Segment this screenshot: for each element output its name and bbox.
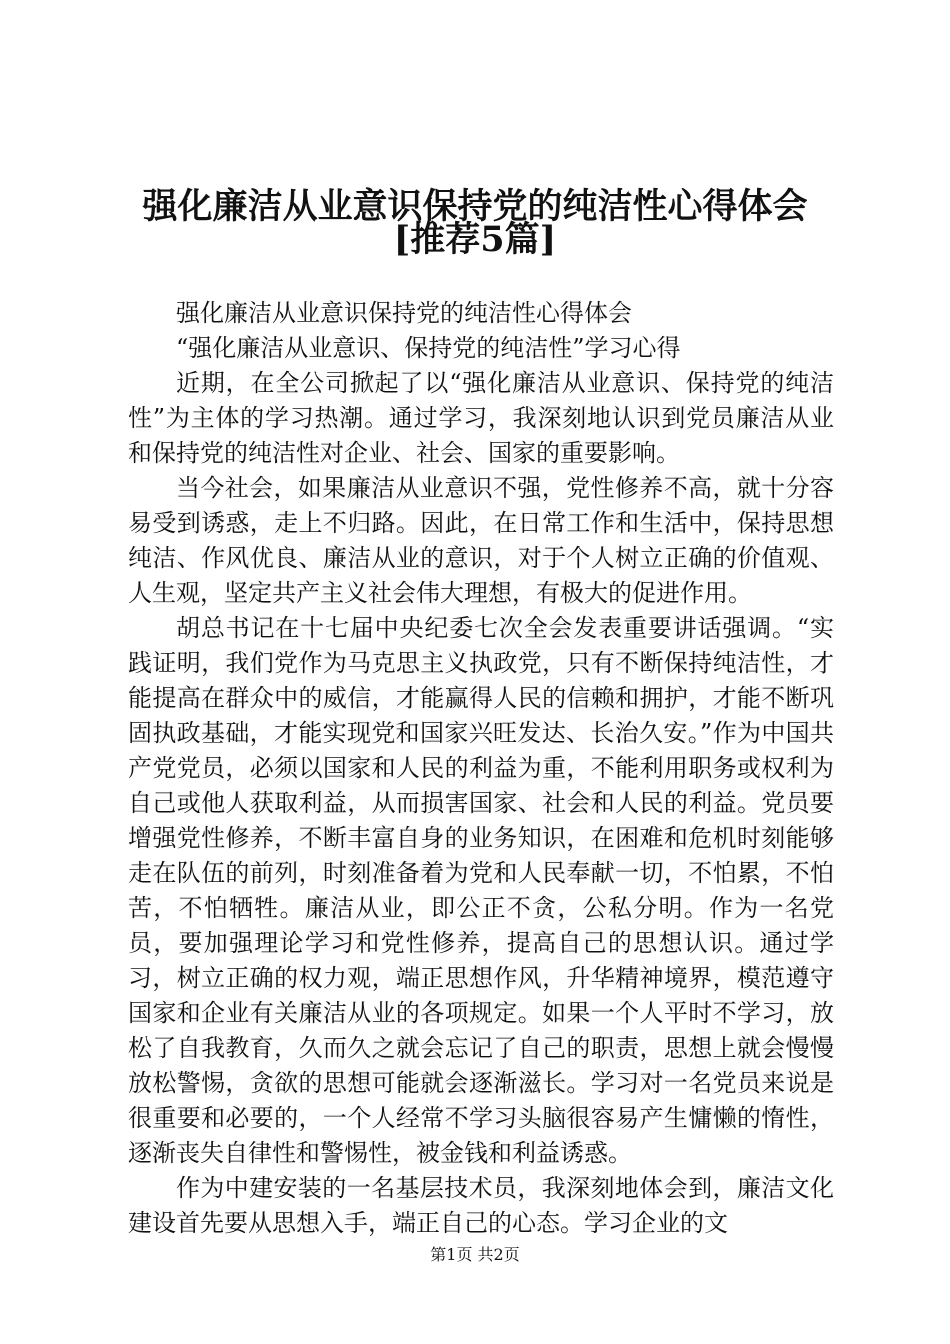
document-title: 强化廉洁从业意识保持党的纯洁性心得体会	[142, 186, 808, 227]
document-body	[128, 296, 834, 1241]
paragraph: 当今社会，如果廉洁从业意识不强，党性修养不高，就十分容易受到诱惑，走上不归路。因此，在日常工作和生活中，保持思想纯洁、作风优良、廉洁从业的意识，对于个人树立正确的价值观、人生观，坚定共产主义社会伟大理想，有极大的促进作用。	[128, 474, 834, 607]
page-number-footer: 第1页 共2页	[430, 1245, 520, 1264]
paragraph-heading: 强化廉洁从业意识保持党的纯洁性心得体会	[176, 299, 632, 327]
paragraph: 胡总书记在十七届中央纪委七次全会发表重要讲话强调。“实践证明，我们党作为马克思主义执政党，只有不断保持纯洁性，才能提高在群众中的威信，才能赢得人民的信赖和拥护，才能不断巩固执政基础，才能实现党和国家兴旺发达、长治久安。”作为中国共产党党员，必须以国家和人民的利益为重，不能利用职务或权利为自己或他人获取利益，从而损害国家、社会和人民的利益。党员要增强党性修养，不断丰富自身的业务知识，在困难和危机时刻能够走在队伍的前列，时刻准备着为党和人民奉献一切，不怕累，不怕苦，不怕牺牲。廉洁从业，即公正不贪，公私分明。作为一名党员，要加强理论学习和党性修养，提高自己的思想认识。通过学习，树立正确的权力观，端正思想作风，升华精神境界，模范遵守国家和企业有关廉洁从业的各项规定。如果一个人平时不学习，放松了自我教育，久而久之就会忘记了自己的职责，思想上就会慢慢放松警惕，贪欲的思想可能就会逐渐滋长。学习对一名党员来说是很重要和必要的，一个人经常不学习头脑很容易产生慵懒的惰性，逐渐丧失自律性和警惕性，被金钱和利益诱惑。	[128, 614, 834, 1167]
paragraph: 作为中建安装的一名基层技术员，我深刻地体会到，廉洁文化建设首先要从思想入手，端正自己的心态。学习企业的文	[128, 1174, 834, 1237]
document-title-suffix: [推荐5篇]	[393, 219, 557, 260]
paragraph: 近期，在全公司掀起了以“强化廉洁从业意识、保持党的纯洁性”为主体的学习热潮。通过学习，我深刻地认识到党员廉洁从业和保持党的纯洁性对企业、社会、国家的重要影响。	[128, 369, 834, 467]
paragraph-subheading: “强化廉洁从业意识、保持党的纯洁性”学习心得	[176, 334, 681, 362]
